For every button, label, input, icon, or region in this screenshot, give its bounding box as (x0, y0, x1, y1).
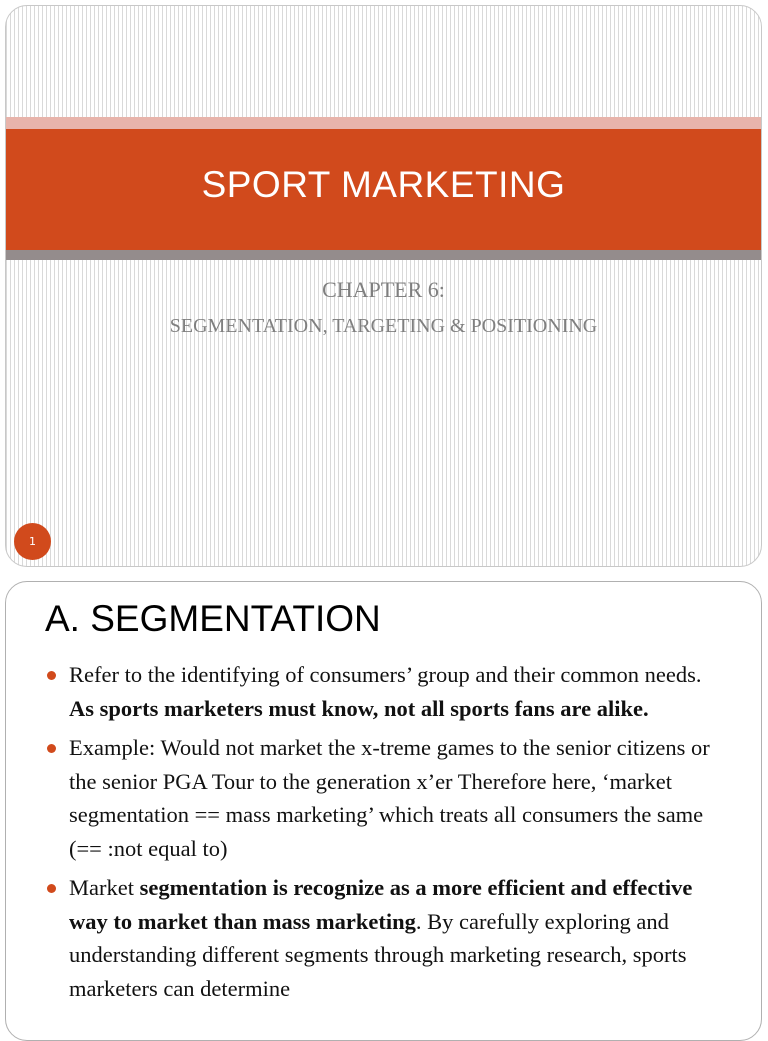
bullet-dot-icon (47, 744, 56, 753)
page-number-badge: 1 (14, 523, 51, 560)
bullet-item (36, 658, 726, 725)
chapter-label: CHAPTER 6: (322, 277, 445, 302)
title-band-top-stripe (6, 117, 761, 129)
bullet-text: Example: Would not market the x-treme games to the senior citizens or the senior PGA Tour to the generation x’er Therefore here, ‘market segmentation == mass marketing’ which treats all consumers the same (== :not equal to) (69, 735, 710, 861)
bullet-text: . By carefully exploring and understanding different segments through marketing research, sports marketers can determine (69, 908, 687, 1001)
bullet-dot-icon (47, 671, 56, 680)
bullet-item (36, 731, 726, 865)
section-heading: A. SEGMENTATION (45, 598, 381, 639)
slide-title: SPORT MARKETING (201, 164, 566, 205)
slide-subtitle: SEGMENTATION, TARGETING & POSITIONING (169, 315, 598, 337)
title-slide (5, 5, 762, 567)
bullet-dot-icon (47, 884, 56, 893)
bullet-text: Refer to the identifying of consumers’ group and their common needs. (69, 662, 702, 687)
bullet-item (36, 871, 726, 1005)
bullet-bold-text: As sports marketers must know, not all sports fans are alike. (69, 695, 649, 721)
bullet-bold-text: segmentation is recognize as a more efficient and effective way to market than mass marketing (69, 875, 693, 934)
title-band-bottom-stripe (6, 250, 761, 260)
bullet-list (36, 658, 726, 1011)
bullet-text: Market (69, 875, 140, 900)
content-slide (5, 581, 762, 1041)
